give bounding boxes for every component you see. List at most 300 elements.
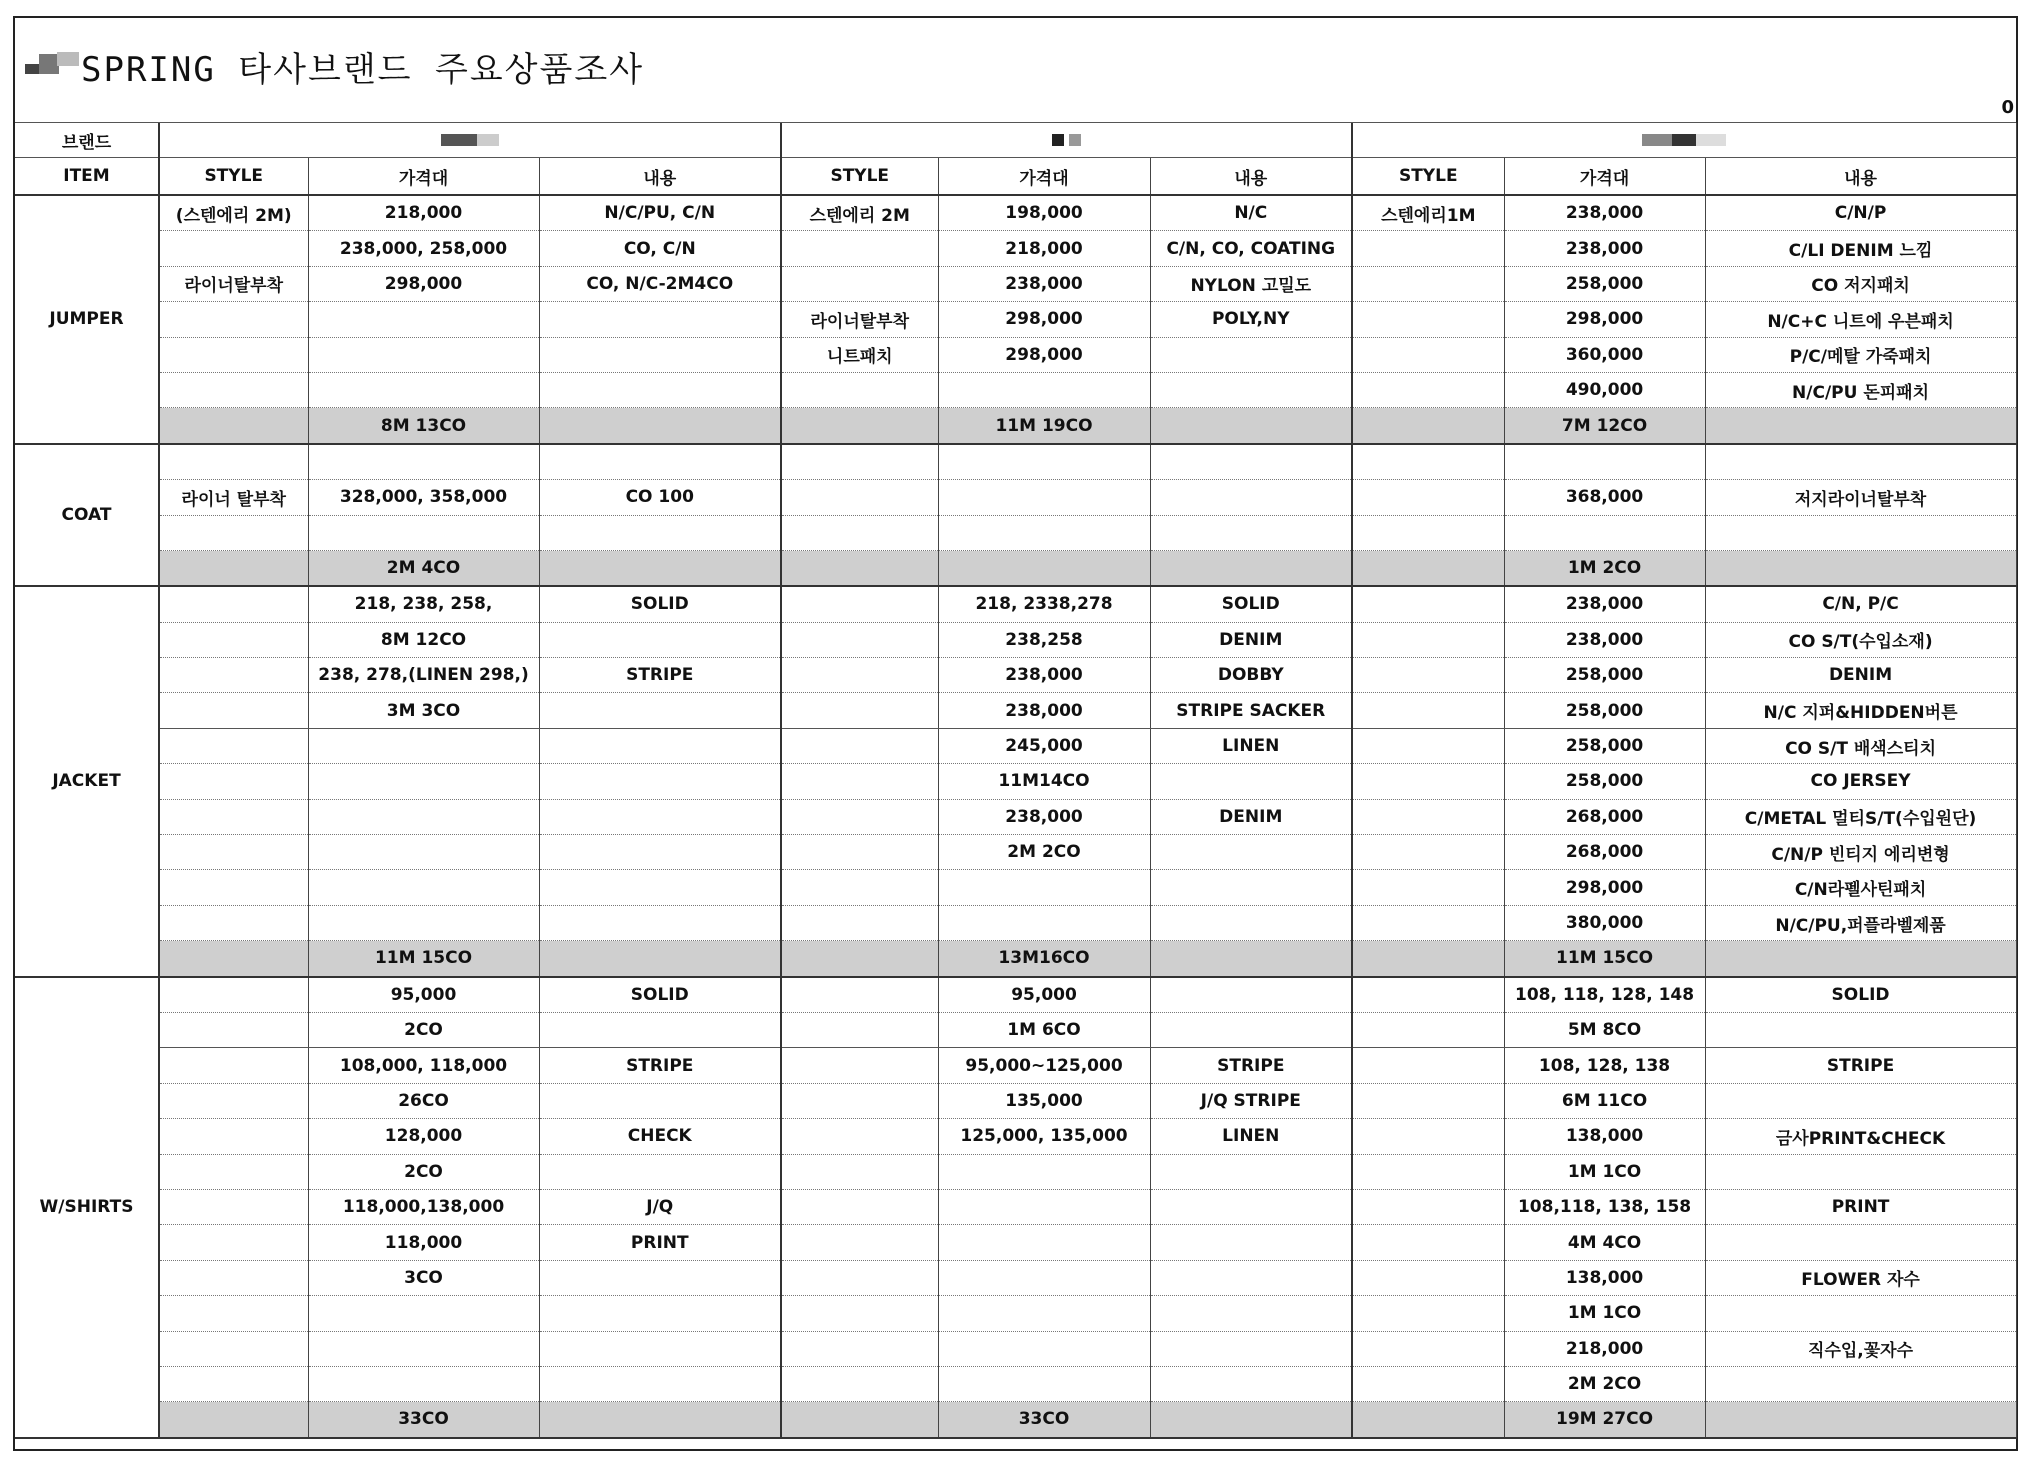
table-cell bbox=[938, 1154, 1150, 1189]
table-cell: DOBBY bbox=[1150, 658, 1352, 693]
page-number: 0 bbox=[2001, 97, 2014, 118]
table-cell bbox=[159, 1154, 308, 1189]
table-cell: STRIPE bbox=[1150, 1048, 1352, 1083]
table-cell bbox=[1352, 1331, 1504, 1366]
table-cell bbox=[1352, 515, 1504, 550]
table-cell: 298,000 bbox=[938, 337, 1150, 372]
table-cell bbox=[1150, 870, 1352, 905]
table-row bbox=[15, 1366, 2016, 1401]
table-cell bbox=[159, 1012, 308, 1047]
table-cell: 108, 118, 128, 148 bbox=[1504, 977, 1705, 1013]
table-cell bbox=[539, 799, 781, 834]
table-cell bbox=[781, 1154, 938, 1189]
summary-total-cell: 7M 12CO bbox=[1504, 408, 1705, 444]
table-cell bbox=[1352, 835, 1504, 870]
table-cell bbox=[159, 1331, 308, 1366]
table-cell bbox=[1352, 1260, 1504, 1295]
table-cell: 2CO bbox=[308, 1154, 539, 1189]
item-category-cell: JACKET bbox=[15, 586, 159, 976]
table-cell bbox=[1705, 515, 2016, 550]
table-cell: 118,000,138,000 bbox=[308, 1189, 539, 1224]
table-cell: SOLID bbox=[1705, 977, 2016, 1013]
table-cell bbox=[1352, 1048, 1504, 1083]
table-cell bbox=[1352, 764, 1504, 799]
table-cell: J/Q bbox=[539, 1189, 781, 1224]
table-cell: SOLID bbox=[539, 977, 781, 1013]
summary-empty-cell bbox=[1705, 941, 2016, 977]
table-cell bbox=[308, 337, 539, 372]
table-cell bbox=[938, 1366, 1150, 1401]
table-cell bbox=[1150, 1366, 1352, 1401]
summary-total-cell: 11M 15CO bbox=[1504, 941, 1705, 977]
survey-table bbox=[15, 123, 2017, 1439]
table-cell bbox=[781, 835, 938, 870]
summary-empty-cell bbox=[1705, 550, 2016, 586]
table-cell: 2M 2CO bbox=[938, 835, 1150, 870]
table-cell bbox=[1705, 1154, 2016, 1189]
table-cell bbox=[539, 444, 781, 480]
summary-empty-cell bbox=[159, 550, 308, 586]
table-cell: 268,000 bbox=[1504, 799, 1705, 834]
summary-empty-cell bbox=[1352, 408, 1504, 444]
table-cell: 3CO bbox=[308, 1260, 539, 1295]
table-cell bbox=[781, 1048, 938, 1083]
table-cell: 스텐에리 2M bbox=[781, 195, 938, 231]
table-cell bbox=[308, 799, 539, 834]
summary-total-cell: 1M 2CO bbox=[1504, 550, 1705, 586]
summary-total-cell bbox=[938, 550, 1150, 586]
table-cell bbox=[159, 764, 308, 799]
table-cell bbox=[1150, 764, 1352, 799]
table-cell bbox=[938, 1189, 1150, 1224]
table-cell: N/C bbox=[1150, 195, 1352, 231]
brand-b-redacted bbox=[781, 123, 1352, 158]
table-cell: N/C+C 니트에 우븐패치 bbox=[1705, 302, 2016, 337]
table-cell bbox=[1705, 1225, 2016, 1260]
summary-empty-cell bbox=[781, 408, 938, 444]
table-cell bbox=[938, 444, 1150, 480]
table-cell bbox=[539, 1366, 781, 1401]
table-cell bbox=[1352, 977, 1504, 1013]
table-cell: 258,000 bbox=[1504, 266, 1705, 301]
table-row bbox=[15, 1154, 2016, 1189]
table-cell bbox=[1352, 1189, 1504, 1224]
table-cell bbox=[781, 728, 938, 763]
table-cell bbox=[1150, 337, 1352, 372]
table-cell bbox=[1352, 693, 1504, 728]
table-cell bbox=[159, 1225, 308, 1260]
table-cell: 저지라이너탈부착 bbox=[1705, 480, 2016, 515]
table-cell: 258,000 bbox=[1504, 728, 1705, 763]
summary-total-cell: 33CO bbox=[308, 1402, 539, 1438]
brand-c-redacted bbox=[1352, 123, 2016, 158]
table-cell bbox=[159, 444, 308, 480]
table-cell: 135,000 bbox=[938, 1083, 1150, 1118]
table-cell: N/C/PU, C/N bbox=[539, 195, 781, 231]
table-cell: 218,000 bbox=[1504, 1331, 1705, 1366]
table-cell bbox=[539, 1296, 781, 1331]
table-cell: 238,000 bbox=[938, 799, 1150, 834]
title-bar bbox=[15, 18, 2016, 123]
table-cell: 118,000 bbox=[308, 1225, 539, 1260]
table-cell: 2CO bbox=[308, 1012, 539, 1047]
table-row bbox=[15, 444, 2016, 480]
table-cell: 245,000 bbox=[938, 728, 1150, 763]
table-cell: 8M 12CO bbox=[308, 622, 539, 657]
table-row bbox=[15, 905, 2016, 940]
brand-a-redacted bbox=[159, 123, 781, 158]
summary-row bbox=[15, 941, 2016, 977]
table-cell bbox=[1352, 1225, 1504, 1260]
content-header: 내용 bbox=[1150, 158, 1352, 196]
table-row bbox=[15, 480, 2016, 515]
price-header: 가격대 bbox=[938, 158, 1150, 196]
table-cell bbox=[1352, 870, 1504, 905]
summary-empty-cell bbox=[1352, 1402, 1504, 1438]
table-row bbox=[15, 1189, 2016, 1224]
summary-empty-cell bbox=[781, 1402, 938, 1438]
table-cell bbox=[159, 658, 308, 693]
table-cell: LINEN bbox=[1150, 728, 1352, 763]
table-cell bbox=[781, 1331, 938, 1366]
table-cell bbox=[781, 586, 938, 622]
summary-empty-cell bbox=[539, 408, 781, 444]
table-cell bbox=[1150, 372, 1352, 407]
table-row bbox=[15, 586, 2016, 622]
table-cell bbox=[781, 1225, 938, 1260]
table-cell: DENIM bbox=[1150, 799, 1352, 834]
table-cell: (스텐에리 2M) bbox=[159, 195, 308, 231]
table-cell: FLOWER 자수 bbox=[1705, 1260, 2016, 1295]
table-cell bbox=[938, 1296, 1150, 1331]
table-cell bbox=[539, 337, 781, 372]
content-header: 내용 bbox=[539, 158, 781, 196]
table-cell: PRINT bbox=[1705, 1189, 2016, 1224]
table-cell: 298,000 bbox=[1504, 302, 1705, 337]
table-cell bbox=[539, 1083, 781, 1118]
table-cell bbox=[1352, 905, 1504, 940]
table-cell: 2M 2CO bbox=[1504, 1366, 1705, 1401]
table-cell bbox=[1352, 372, 1504, 407]
summary-total-cell: 2M 4CO bbox=[308, 550, 539, 586]
table-row bbox=[15, 337, 2016, 372]
table-cell: 298,000 bbox=[938, 302, 1150, 337]
table-cell bbox=[1150, 1260, 1352, 1295]
table-cell bbox=[781, 231, 938, 266]
table-cell bbox=[159, 1260, 308, 1295]
table-row bbox=[15, 1083, 2016, 1118]
table-cell bbox=[159, 1296, 308, 1331]
table-cell: 258,000 bbox=[1504, 764, 1705, 799]
table-cell: 258,000 bbox=[1504, 693, 1705, 728]
table-cell bbox=[1352, 1154, 1504, 1189]
table-cell bbox=[781, 1119, 938, 1154]
table-cell: STRIPE SACKER bbox=[1150, 693, 1352, 728]
table-cell bbox=[159, 977, 308, 1013]
table-cell: 328,000, 358,000 bbox=[308, 480, 539, 515]
table-cell bbox=[781, 658, 938, 693]
table-cell bbox=[1352, 444, 1504, 480]
table-cell bbox=[781, 444, 938, 480]
table-cell bbox=[1705, 1296, 2016, 1331]
table-cell: CO S/T(수입소재) bbox=[1705, 622, 2016, 657]
table-cell: 238,000 bbox=[1504, 586, 1705, 622]
table-cell bbox=[938, 480, 1150, 515]
summary-empty-cell bbox=[159, 941, 308, 977]
table-cell: C/METAL 멀티S/T(수입원단) bbox=[1705, 799, 2016, 834]
table-cell: STRIPE bbox=[539, 1048, 781, 1083]
table-cell: 금사PRINT&CHECK bbox=[1705, 1119, 2016, 1154]
table-cell: C/N/P 빈티지 에리변형 bbox=[1705, 835, 2016, 870]
table-row bbox=[15, 728, 2016, 763]
table-cell bbox=[539, 870, 781, 905]
style-header: STYLE bbox=[781, 158, 938, 196]
table-cell bbox=[1504, 515, 1705, 550]
table-cell: C/N, P/C bbox=[1705, 586, 2016, 622]
table-cell bbox=[539, 1331, 781, 1366]
table-row bbox=[15, 1048, 2016, 1083]
summary-total-cell: 8M 13CO bbox=[308, 408, 539, 444]
table-row bbox=[15, 372, 2016, 407]
table-cell: 라이너탈부착 bbox=[781, 302, 938, 337]
table-cell: P/C/메탈 가죽패치 bbox=[1705, 337, 2016, 372]
table-cell: 6M 11CO bbox=[1504, 1083, 1705, 1118]
table-cell bbox=[781, 764, 938, 799]
table-cell bbox=[781, 622, 938, 657]
table-cell: 218, 2338,278 bbox=[938, 586, 1150, 622]
summary-empty-cell bbox=[1705, 408, 2016, 444]
table-cell bbox=[308, 728, 539, 763]
table-cell: STRIPE bbox=[539, 658, 781, 693]
table-cell: 11M14CO bbox=[938, 764, 1150, 799]
report-sheet bbox=[13, 16, 2018, 1451]
table-cell bbox=[159, 1119, 308, 1154]
table-cell bbox=[781, 372, 938, 407]
table-cell bbox=[159, 515, 308, 550]
table-cell bbox=[1150, 1296, 1352, 1331]
item-header: ITEM bbox=[15, 158, 159, 196]
table-cell bbox=[938, 1225, 1150, 1260]
table-cell: CHECK bbox=[539, 1119, 781, 1154]
table-row bbox=[15, 1119, 2016, 1154]
table-cell bbox=[781, 1260, 938, 1295]
table-cell bbox=[1352, 1119, 1504, 1154]
table-cell bbox=[1352, 728, 1504, 763]
table-cell bbox=[308, 905, 539, 940]
table-cell: 198,000 bbox=[938, 195, 1150, 231]
table-cell: 108,000, 118,000 bbox=[308, 1048, 539, 1083]
table-cell: 라이너 탈부착 bbox=[159, 480, 308, 515]
summary-total-cell: 13M16CO bbox=[938, 941, 1150, 977]
table-cell: 360,000 bbox=[1504, 337, 1705, 372]
table-cell: 95,000 bbox=[308, 977, 539, 1013]
table-cell bbox=[1352, 1366, 1504, 1401]
table-cell: 238, 278,(LINEN 298,) bbox=[308, 658, 539, 693]
style-header: STYLE bbox=[159, 158, 308, 196]
table-cell bbox=[159, 337, 308, 372]
table-row bbox=[15, 195, 2016, 231]
summary-empty-cell bbox=[1150, 941, 1352, 977]
table-cell bbox=[1352, 658, 1504, 693]
table-cell bbox=[938, 870, 1150, 905]
table-cell bbox=[1150, 977, 1352, 1013]
table-cell bbox=[1705, 1366, 2016, 1401]
page-title: SPRING 타사브랜드 주요상품조사 bbox=[81, 50, 645, 90]
table-cell bbox=[1705, 1083, 2016, 1118]
table-cell bbox=[1352, 586, 1504, 622]
table-cell: C/N/P bbox=[1705, 195, 2016, 231]
table-cell: 258,000 bbox=[1504, 658, 1705, 693]
table-cell bbox=[1150, 1225, 1352, 1260]
table-cell bbox=[539, 1012, 781, 1047]
summary-empty-cell bbox=[539, 941, 781, 977]
table-cell: POLY,NY bbox=[1150, 302, 1352, 337]
table-cell bbox=[308, 1366, 539, 1401]
table-cell bbox=[1352, 1012, 1504, 1047]
table-cell bbox=[1150, 515, 1352, 550]
table-cell bbox=[539, 1154, 781, 1189]
table-cell: STRIPE bbox=[1705, 1048, 2016, 1083]
table-cell: 138,000 bbox=[1504, 1260, 1705, 1295]
table-cell bbox=[539, 764, 781, 799]
table-cell: 26CO bbox=[308, 1083, 539, 1118]
table-cell bbox=[159, 1048, 308, 1083]
table-cell bbox=[1705, 444, 2016, 480]
table-cell: 128,000 bbox=[308, 1119, 539, 1154]
table-cell: 238,000 bbox=[1504, 195, 1705, 231]
item-category-cell: JUMPER bbox=[15, 195, 159, 444]
table-cell: 298,000 bbox=[308, 266, 539, 301]
table-cell bbox=[1352, 266, 1504, 301]
table-cell bbox=[159, 799, 308, 834]
summary-total-cell: 11M 19CO bbox=[938, 408, 1150, 444]
summary-empty-cell bbox=[1150, 408, 1352, 444]
table-cell bbox=[1352, 302, 1504, 337]
table-cell bbox=[308, 302, 539, 337]
table-cell bbox=[159, 1189, 308, 1224]
table-cell: 125,000, 135,000 bbox=[938, 1119, 1150, 1154]
table-cell: 108, 128, 138 bbox=[1504, 1048, 1705, 1083]
table-cell bbox=[159, 728, 308, 763]
table-cell bbox=[1150, 444, 1352, 480]
table-cell bbox=[159, 586, 308, 622]
table-cell: DENIM bbox=[1150, 622, 1352, 657]
summary-empty-cell bbox=[1352, 941, 1504, 977]
table-row bbox=[15, 1296, 2016, 1331]
table-cell bbox=[781, 1189, 938, 1224]
table-cell: SOLID bbox=[539, 586, 781, 622]
table-cell bbox=[781, 1083, 938, 1118]
table-cell bbox=[781, 693, 938, 728]
table-cell bbox=[1352, 231, 1504, 266]
table-cell bbox=[308, 1331, 539, 1366]
table-cell bbox=[781, 905, 938, 940]
price-header: 가격대 bbox=[1504, 158, 1705, 196]
table-cell: 라이너탈부착 bbox=[159, 266, 308, 301]
summary-empty-cell bbox=[781, 550, 938, 586]
table-row bbox=[15, 302, 2016, 337]
table-cell: PRINT bbox=[539, 1225, 781, 1260]
table-cell: 1M 6CO bbox=[938, 1012, 1150, 1047]
table-cell bbox=[938, 905, 1150, 940]
summary-empty-cell bbox=[159, 408, 308, 444]
table-cell bbox=[159, 693, 308, 728]
table-cell bbox=[781, 799, 938, 834]
table-cell: 5M 8CO bbox=[1504, 1012, 1705, 1047]
table-row bbox=[15, 799, 2016, 834]
table-cell bbox=[781, 1366, 938, 1401]
table-cell: 스텐에리1M bbox=[1352, 195, 1504, 231]
table-row bbox=[15, 515, 2016, 550]
table-row bbox=[15, 1012, 2016, 1047]
table-cell bbox=[539, 693, 781, 728]
brand-row bbox=[15, 123, 2016, 158]
table-cell bbox=[1150, 1154, 1352, 1189]
table-cell bbox=[539, 372, 781, 407]
summary-total-cell: 19M 27CO bbox=[1504, 1402, 1705, 1438]
table-cell: N/C/PU 돈피패치 bbox=[1705, 372, 2016, 407]
table-cell: CO S/T 배색스티치 bbox=[1705, 728, 2016, 763]
table-cell bbox=[308, 870, 539, 905]
table-cell bbox=[1150, 1331, 1352, 1366]
table-cell: 니트패치 bbox=[781, 337, 938, 372]
table-cell: 238,000 bbox=[1504, 231, 1705, 266]
table-cell bbox=[539, 835, 781, 870]
style-header: STYLE bbox=[1352, 158, 1504, 196]
table-cell bbox=[308, 444, 539, 480]
table-cell bbox=[938, 1260, 1150, 1295]
table-cell bbox=[159, 835, 308, 870]
table-row bbox=[15, 977, 2016, 1013]
table-cell: 3M 3CO bbox=[308, 693, 539, 728]
table-cell bbox=[159, 1366, 308, 1401]
table-row bbox=[15, 1260, 2016, 1295]
table-cell: 직수입,꽃자수 bbox=[1705, 1331, 2016, 1366]
summary-empty-cell bbox=[539, 550, 781, 586]
summary-total-cell: 33CO bbox=[938, 1402, 1150, 1438]
table-cell: 238,000 bbox=[938, 658, 1150, 693]
table-cell bbox=[308, 1296, 539, 1331]
table-cell: 298,000 bbox=[1504, 870, 1705, 905]
price-header: 가격대 bbox=[308, 158, 539, 196]
table-cell bbox=[539, 622, 781, 657]
table-cell bbox=[539, 515, 781, 550]
table-row bbox=[15, 835, 2016, 870]
table-cell: SOLID bbox=[1150, 586, 1352, 622]
table-cell bbox=[1150, 1189, 1352, 1224]
summary-empty-cell bbox=[539, 1402, 781, 1438]
table-cell bbox=[539, 905, 781, 940]
table-cell bbox=[1352, 799, 1504, 834]
table-row bbox=[15, 658, 2016, 693]
content-header: 내용 bbox=[1705, 158, 2016, 196]
summary-empty-cell bbox=[1150, 1402, 1352, 1438]
table-cell: LINEN bbox=[1150, 1119, 1352, 1154]
table-cell: 1M 1CO bbox=[1504, 1154, 1705, 1189]
table-cell bbox=[159, 372, 308, 407]
summary-row bbox=[15, 1402, 2016, 1438]
table-cell: CO 100 bbox=[539, 480, 781, 515]
header-row bbox=[15, 158, 2016, 196]
table-cell: C/N, CO, COATING bbox=[1150, 231, 1352, 266]
table-cell: CO, C/N bbox=[539, 231, 781, 266]
table-row bbox=[15, 231, 2016, 266]
table-cell bbox=[159, 231, 308, 266]
summary-empty-cell bbox=[1150, 550, 1352, 586]
table-row bbox=[15, 1331, 2016, 1366]
table-cell bbox=[781, 266, 938, 301]
table-cell bbox=[1150, 905, 1352, 940]
